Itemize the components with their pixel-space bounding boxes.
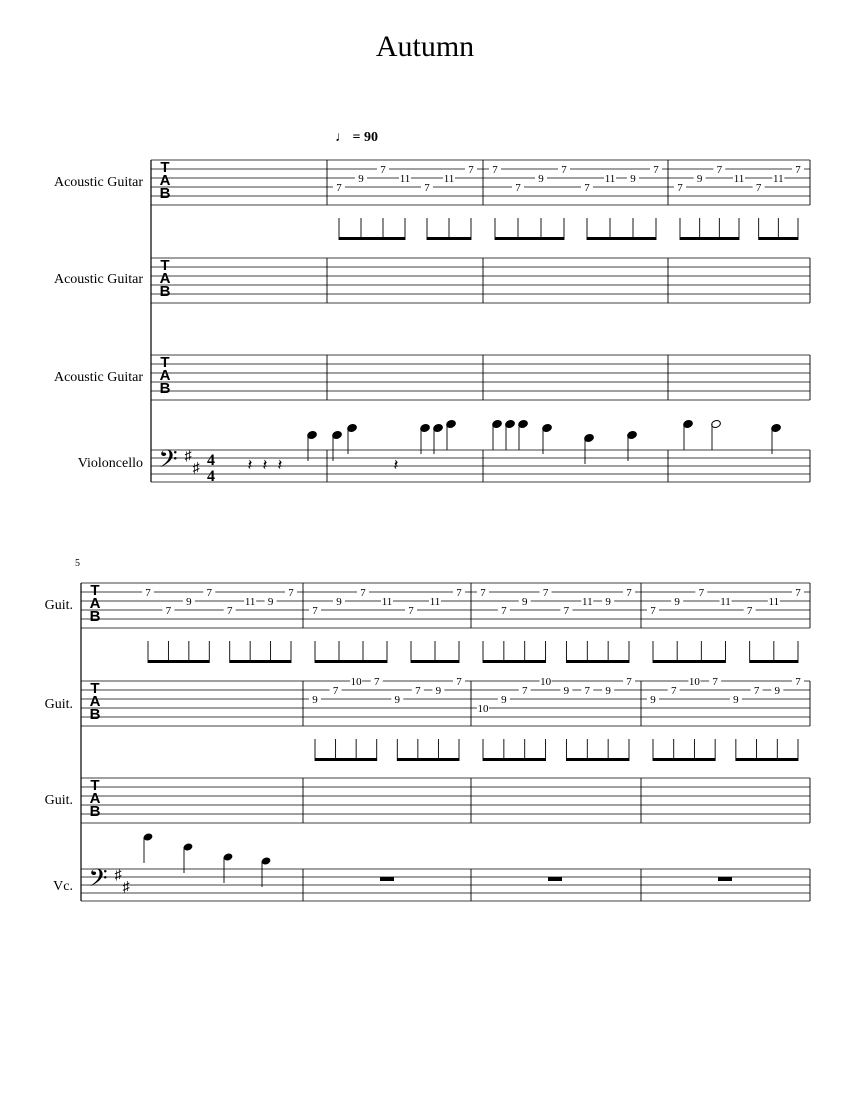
fret-number: 7 (584, 685, 591, 697)
rhythm-beam (411, 660, 459, 663)
rhythm-beam (587, 237, 656, 240)
tab-clef-b: B (89, 706, 101, 723)
fret-number: 7 (408, 605, 414, 617)
rhythm-beam (566, 758, 629, 761)
tab-clef-t: T (90, 680, 100, 697)
fret-number: 7 (542, 587, 549, 599)
rhythm-beam (483, 660, 546, 663)
fret-number: 7 (456, 587, 462, 599)
instrument-label-guitar-3: Acoustic Guitar (53, 370, 143, 385)
fret-number: 9 (336, 596, 342, 608)
rhythm-beam (315, 758, 377, 761)
fret-number: 7 (501, 605, 507, 617)
tab-clef-a: A (89, 790, 101, 807)
fret-number: 10 (350, 676, 362, 688)
rhythm-beam (230, 660, 291, 663)
time-signature-numerator: 4 (207, 452, 215, 469)
instrument-label-cello: Violoncello (77, 456, 143, 471)
instrument-label-cello-short: Vc. (53, 879, 73, 894)
fret-number: 7 (584, 182, 590, 194)
rhythm-beam (736, 758, 798, 761)
rhythm-beam (680, 237, 739, 240)
fret-number: 7 (145, 587, 151, 599)
fret-number: 7 (336, 182, 342, 194)
fret-number: 7 (626, 587, 632, 599)
rhythm-beam (427, 237, 471, 240)
fret-number: 10 (540, 676, 552, 688)
time-signature-denominator: 4 (207, 468, 215, 485)
fret-number: 7 (716, 164, 723, 176)
score-systems (81, 159, 810, 901)
fret-number: 7 (755, 182, 762, 194)
fret-number: 9 (521, 596, 528, 608)
fret-number: 9 (650, 694, 656, 706)
rhythm-beam (483, 758, 546, 761)
fret-number: 7 (795, 164, 801, 176)
fret-number: 10 (688, 676, 700, 688)
fret-number: 7 (492, 164, 498, 176)
fret-number: 9 (538, 173, 544, 185)
tempo-value: = 90 (352, 130, 378, 145)
rest-icon: 𝄽 (247, 457, 253, 474)
fret-number: 11 (429, 596, 441, 608)
quarter-note-icon: ♩ (335, 130, 349, 145)
tab-clef-b: B (89, 608, 101, 625)
fret-number: 9 (733, 694, 739, 706)
fret-number: 11 (244, 596, 256, 608)
fret-number: 7 (521, 685, 528, 697)
fret-number: 9 (605, 685, 611, 697)
fret-number: 11 (604, 173, 616, 185)
instrument-label-guitar-2-short: Guit. (44, 697, 73, 712)
fret-number: 7 (753, 685, 760, 697)
score-title: Autumn (375, 30, 475, 63)
fret-number: 11 (443, 173, 455, 185)
fret-number: 11 (773, 173, 784, 185)
instrument-label-guitar-1: Acoustic Guitar (53, 175, 143, 190)
instrument-label-guitar-3-short: Guit. (44, 793, 73, 808)
fret-number: 7 (650, 605, 656, 617)
rhythm-beam (315, 660, 387, 663)
tab-clef-a: A (159, 270, 171, 287)
fret-number: 9 (435, 685, 442, 697)
fret-number: 7 (712, 676, 718, 688)
rest-icon: 𝄽 (262, 457, 268, 474)
fret-number: 7 (332, 685, 339, 697)
fret-number: 7 (456, 676, 462, 688)
fret-number: 9 (267, 596, 274, 608)
fret-number: 7 (415, 685, 421, 697)
tab-clef-t: T (90, 582, 100, 599)
fret-number: 7 (670, 685, 677, 697)
fret-number: 9 (674, 596, 680, 608)
sharp-icon: ♯ (184, 449, 192, 464)
fret-number: 7 (515, 182, 521, 194)
tab-clef-t: T (160, 257, 170, 274)
fret-number: 11 (720, 596, 731, 608)
tab-clef-b: B (89, 803, 101, 820)
fret-number: 7 (424, 182, 430, 194)
tab-clef-t: T (160, 159, 170, 176)
fret-number: 7 (795, 587, 801, 599)
fret-number: 7 (373, 676, 380, 688)
fret-number: 7 (206, 587, 213, 599)
fret-number: 11 (581, 596, 593, 608)
tab-clef-a: A (89, 595, 101, 612)
fret-number: 7 (626, 676, 632, 688)
fret-number: 7 (226, 605, 233, 617)
tab-clef-b: B (159, 283, 171, 300)
measure-number: 5 (75, 558, 80, 569)
rest-icon: 𝄽 (393, 457, 399, 474)
fret-number: 9 (312, 694, 318, 706)
whole-rest (718, 877, 732, 881)
tab-clef-t: T (90, 777, 100, 794)
sharp-icon: ♯ (122, 880, 130, 895)
sharp-icon: ♯ (114, 868, 122, 883)
fret-number: 9 (394, 694, 401, 706)
fret-number: 9 (358, 173, 364, 185)
bass-clef-icon: 𝄢 (88, 865, 108, 898)
whole-rest (548, 877, 562, 881)
rhythm-beam (653, 660, 726, 663)
bass-clef-icon: 𝄢 (158, 446, 178, 479)
fret-number: 7 (653, 164, 659, 176)
fret-number: 7 (795, 676, 801, 688)
fret-number: 7 (561, 164, 567, 176)
fret-number: 7 (698, 587, 705, 599)
tab-clef-t: T (160, 354, 170, 371)
fret-number: 7 (288, 587, 294, 599)
fret-number: 9 (696, 173, 703, 185)
fret-number: 11 (381, 596, 393, 608)
fret-number: 7 (468, 164, 474, 176)
fret-number: 11 (768, 596, 780, 608)
fret-number: 7 (360, 587, 366, 599)
tab-clef-b: B (159, 185, 171, 202)
fret-number: 9 (630, 173, 636, 185)
whole-rest (380, 877, 394, 881)
fret-number: 9 (605, 596, 611, 608)
rhythm-beam (339, 237, 405, 240)
fret-number: 7 (677, 182, 683, 194)
sharp-icon: ♯ (192, 461, 200, 476)
rhythm-beam (397, 758, 459, 761)
rhythm-beam (653, 758, 715, 761)
fret-number: 7 (165, 605, 172, 617)
instrument-label-guitar-2: Acoustic Guitar (53, 272, 143, 287)
fret-number: 9 (774, 685, 781, 697)
fret-number: 7 (312, 605, 318, 617)
rhythm-beam (495, 237, 564, 240)
fret-number: 11 (733, 173, 745, 185)
tab-clef-a: A (89, 693, 101, 710)
rhythm-beam (566, 660, 629, 663)
rhythm-beam (750, 660, 798, 663)
fret-number: 10 (477, 703, 489, 715)
rest-icon: 𝄽 (277, 457, 283, 474)
fret-number: 7 (380, 164, 386, 176)
fret-number: 11 (399, 173, 411, 185)
fret-number: 9 (501, 694, 507, 706)
tab-clef-a: A (159, 172, 171, 189)
fret-number: 7 (563, 605, 570, 617)
fret-number: 7 (480, 587, 486, 599)
rhythm-beam (759, 237, 798, 240)
fret-number: 9 (186, 596, 192, 608)
fret-number: 9 (563, 685, 570, 697)
rhythm-beam (148, 660, 209, 663)
fret-number: 7 (746, 605, 753, 617)
tab-clef-a: A (159, 367, 171, 384)
tab-clef-b: B (159, 380, 171, 397)
instrument-label-guitar-1-short: Guit. (44, 598, 73, 613)
